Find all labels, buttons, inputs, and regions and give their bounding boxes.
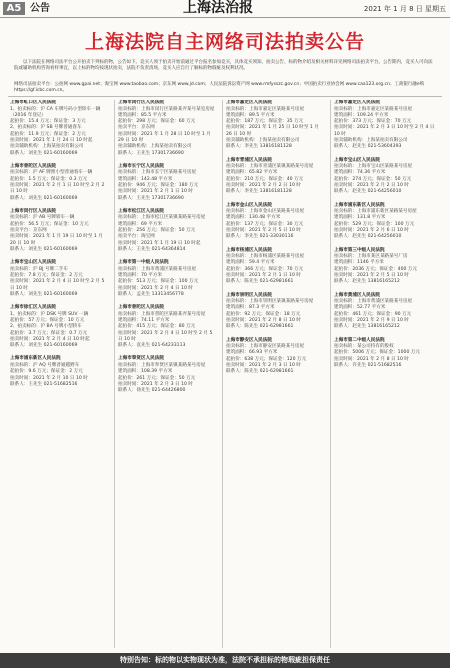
notice-line: 起拍价：946 万元；保证金：180 万元 [118, 182, 199, 188]
notice-line: 建筑面积：142.48 平方米 [118, 176, 173, 182]
notice-line: 联系人：王先生 17301736690 [118, 150, 184, 156]
notice-line: 拍卖时间：2021 年 2 月 3 日 10 时至 2 月 4 日 10 时 [334, 125, 435, 137]
notice-line: 拍卖时间：2021 年 2 月 3 日 10 时 [118, 381, 193, 387]
notice-court-title: 上海市宝山区人民法院 [334, 157, 380, 163]
notice-line: 拍卖标的：上海市金山区某路某号房屋 [226, 209, 305, 215]
notice-line: 联系人：李先生 021-33030116 [226, 234, 294, 240]
notice-line: 起拍价：187 万元；保证金：35 万元 [226, 119, 304, 125]
notice-line: 起拍价：57 万元；保证金：10 万元 [10, 317, 85, 323]
notice-court-title: 上海市青浦区人民法院 [226, 157, 272, 163]
notice-line: 拍卖标的：沪 AF 牌照小型普通客车一辆 [10, 170, 93, 176]
notice-line: 拍卖时间：2021 年 2 月 1 日 10 时至 2 月 2 日 10 时 [10, 182, 105, 195]
notice-court-title: 上海市静安区人民法院 [226, 337, 272, 343]
notice-line: 联系人：刘先生 021-60160069 [10, 291, 78, 297]
page-number-badge: A5 [3, 2, 25, 15]
notice-line: 起拍价：56.5 万元；保证金：10 万元 [10, 221, 89, 227]
notice-court-title: 上海市普陀区人民法院 [10, 163, 56, 169]
notice-line: 拍卖辅助机构：上海某拍卖有限公司 [226, 137, 300, 143]
notice-line: 建筑面积：87.3 平方米 [226, 305, 275, 311]
notice-line: 1、拍卖标的：沪 DSK 号牌 SUV 一辆 [10, 311, 89, 317]
notice-line: 拍卖时间：2021 年 2 月 1 日 10 时 [118, 189, 193, 195]
auction-notice [226, 248, 326, 286]
auction-notice [10, 209, 110, 253]
platform-contact-line: 网络司法拍卖平台：公拍网 www.gpai.net；淘宝网 www.taobao.com；京东网 www.jd.com；人民法院诉讼资产网 www.rmfysszc.gov.cn；中国拍卖行业协会网 www.caa123.org.cn；工商银行融e购 https://gf.icbc.com.cn。 [14, 82, 425, 94]
notice-line: 拍卖时间：2021 年 2 月 4 日 10 时起 [10, 336, 90, 342]
notice-line: 拍卖标的：上海市嘉定区某路某号房屋 [226, 106, 305, 112]
notice-line: 拍卖时间：2021 年 1 月 28 日 10 时至 1 月 29 日 10 时 [118, 131, 211, 143]
notice-court-title: 上海市崇明区人民法院 [226, 292, 272, 298]
notice-line: 联系人：徐先生 021-64426800 [118, 388, 186, 394]
notice-line: 拍卖标的：上海市闵行区某路某弄某号某室房屋 [118, 106, 215, 112]
notice-line: 拍卖辅助机构：上海某拍卖有限公司 [10, 144, 84, 150]
notice-court-title: 上海市第一中级人民法院 [118, 260, 169, 266]
notice-line: 拍卖时间：2021 年 2 月 2 日 10 时 [226, 182, 301, 188]
notice-line: 联系人：袁先生 021-64233113 [118, 343, 186, 349]
notice-column-2 [118, 100, 218, 648]
notice-line: 拍卖标的：沪 AQ 号牌普通越野车 [10, 362, 80, 368]
auction-notice [10, 100, 110, 157]
notice-line: 起拍价：261 万元；保证金：50 万元 [118, 375, 196, 381]
notice-court-title: 上海市徐汇区人民法院 [10, 305, 56, 311]
auction-notice [334, 293, 440, 331]
notice-line: 拍卖标的：上海市青浦区某镇某路某号房屋 [226, 164, 314, 170]
notice-court-title: 上海市金山区人民法院 [226, 202, 272, 208]
notice-line: 拍卖平台：京东网 [10, 227, 47, 233]
notice-court-title: 上海市第三中级人民法院 [334, 247, 385, 253]
notice-line: 起拍价：137 万元；保证金：30 万元 [226, 221, 304, 227]
notice-line: 起拍价：11.9 万元；保证金：2 万元 [10, 131, 86, 137]
notice-line: 2、拍卖标的：沪 SB 号牌普通客车 [10, 125, 82, 131]
notice-line: 拍卖时间：2021 年 1 月 19 日 10 时至 1 月 20 日 10 时 [10, 234, 103, 246]
notice-court-title: 上海市浦东新区人民法院 [10, 356, 61, 362]
notice-court-title: 上海市长宁区人民法院 [118, 163, 164, 169]
notice-line: 起拍价：3.7 万元；保证金：0.7 万元 [10, 330, 88, 336]
notice-court-title: 上海市嘉定区人民法院 [334, 100, 380, 105]
auction-notice [334, 203, 440, 241]
header-divider [8, 96, 442, 97]
notice-line: 拍卖时间：2021 年 2 月 5 日 10 时 [226, 227, 301, 233]
notice-line: 拍卖辅助机构：上海某拍卖有限公司 [334, 137, 408, 143]
notice-court-title: 上海市第二中级人民法院 [334, 337, 385, 343]
notice-line: 拍卖标的：沪 BJ 号牌二手车 [10, 266, 68, 272]
notice-line: 拍卖标的：上海市松江区某镇某路某号房屋 [118, 215, 206, 221]
notice-line: 拍卖标的：某公司持有的股权 [334, 344, 394, 350]
notice-line: 拍卖时间：2021 年 2 月 8 日 10 时 [226, 317, 301, 323]
auction-notice [118, 209, 218, 253]
auction-notice [10, 305, 110, 349]
notice-line: 2、拍卖标的：沪 BA 号牌小型轿车 [10, 324, 82, 330]
notice-line: 联系人：刘先生 021-60160069 [10, 195, 78, 201]
auction-notice [226, 293, 326, 331]
notice-line: 联系人：李先生 13816181128 [226, 189, 292, 195]
notice-line: 建筑面积：69 平方米 [118, 221, 163, 227]
notice-line: 建筑面积：66.93 平方米 [226, 350, 278, 356]
notice-line: 建筑面积：130.48 平方米 [226, 215, 281, 221]
notice-line: 拍卖标的：上海市黄浦区某路某号房屋 [334, 299, 413, 305]
notice-line: 建筑面积：89.5 平方米 [226, 112, 275, 118]
notice-court-title: 上海市闵行区人民法院 [10, 208, 56, 214]
notice-line: 拍卖时间：2021 年 2 月 8 日 10 时 [334, 356, 409, 362]
column-divider [114, 100, 115, 648]
notice-court-title: 上海市虹口区人民法院 [10, 100, 56, 105]
intro-paragraph: 以下法院在网络司法平台公开拍卖下列标的物，公告如下。竞买人须于拍卖开始前通过平台报名参加竞买，具体竞买须知、拍卖公告、标的物介绍及相关材料详见网络司法拍卖平台。公告期内，竞买人可向法院或辅助机构咨询看样事宜，以上标的物均按现状拍卖，法院不负责清场，竞买人应自行了解标的物瑕疵及权利状况。 [14, 60, 433, 72]
notice-court-title: 上海市宝山区人民法院 [10, 260, 56, 266]
notice-line: 拍卖时间：2021 年 1 月 25 日 10 时至 1 月 26 日 10 时 [226, 125, 319, 137]
newspaper-logo: 上海法治报 [183, 0, 253, 16]
notice-line: 起拍价：210 万元；保证金：40 万元 [226, 176, 304, 182]
notice-line: 联系人：王先生 021-64364814 [118, 246, 186, 252]
auction-notice [226, 158, 326, 196]
notice-line: 建筑面积：131.8 平方米 [334, 215, 386, 221]
notice-line: 拍卖时间：2021 年 2 月 1 日 10 时 [226, 272, 301, 278]
notice-line: 起拍价：15.4 万元；保证金：3 万元 [10, 119, 86, 125]
notice-court-title: 上海市嘉定区人民法院 [226, 100, 272, 105]
notice-line: 拍卖时间：2021 年 2 月 3 日 10 时 [226, 362, 301, 368]
notice-line: 起拍价：529 万元；保证金：100 万元 [334, 221, 415, 227]
notice-line: 起拍价：9.6 万元；保证金：2 万元 [10, 369, 83, 375]
notice-line: 起拍价：298 万元；保证金：60 万元 [118, 119, 196, 125]
notice-line: 拍卖标的：上海市静安区某路某号房屋 [226, 344, 305, 350]
notice-line: 联系人：王先生 17301736690 [118, 195, 184, 201]
auction-notice [226, 100, 326, 151]
notice-line: 联系人：许先生 021-51682516 [334, 362, 402, 368]
footer-notice: 特别告知：标的物以实物现状为准，法院不承担标的物瑕疵担保责任 [120, 656, 330, 664]
notice-line: 联系人：刘先生 021-60160069 [10, 150, 78, 156]
notice-line: 起拍价：366 万元；保证金：70 万元 [226, 266, 304, 272]
notice-line: 拍卖标的：上海市崇明区某镇某路某号房屋 [226, 299, 314, 305]
notice-line: 起拍价：256 万元；保证金：50 万元 [118, 227, 196, 233]
notice-line: 联系人：赵先生 021-64256010 [334, 234, 402, 240]
auction-notice [118, 305, 218, 349]
notice-line: 联系人：孟先生 13313456778 [118, 291, 184, 297]
notice-line: 拍卖标的：上海市宝山区某路某号房屋 [334, 164, 413, 170]
notice-court-title: 上海市奉贤区人民法院 [118, 356, 164, 362]
notice-line: 建筑面积：70 平方米 [118, 272, 163, 278]
issue-date: 2021 年 1 月 8 日 星期五 [363, 5, 446, 13]
notice-line: 起拍价：461 万元；保证金：90 万元 [334, 311, 412, 317]
auction-notice [10, 260, 110, 298]
notice-line: 起拍价：373 万元；保证金：70 万元 [334, 119, 412, 125]
notice-line: 联系人：李先生 13816181128 [226, 144, 292, 150]
auction-notice [334, 338, 440, 370]
notice-line: 拍卖时间：2021 年 2 月 4 日 10 时 [118, 285, 193, 291]
notice-line: 起拍价：513 万元；保证金：100 万元 [118, 279, 199, 285]
notice-line: 起拍价：92 万元；保证金：18 万元 [226, 311, 301, 317]
auction-notice [118, 164, 218, 202]
notice-line: 拍卖辅助机构：上海某拍卖有限公司 [118, 144, 192, 150]
notice-line: 建筑面积：1146 平方米 [334, 260, 384, 266]
notice-line: 拍卖时间：2021 年 1 月 19 日 10 时起 [118, 240, 201, 246]
notice-line: 拍卖时间：2021 年 2 月 10 日 10 时 [10, 375, 88, 381]
notice-line: 拍卖标的：上海市黄浦区某路某号房屋 [118, 266, 197, 272]
notice-line: 拍卖标的：沪 AB 号牌轿车一辆 [10, 215, 75, 221]
auction-notice [10, 164, 110, 202]
notice-line: 拍卖标的：上海市某区某路某号厂房 [334, 254, 408, 260]
notice-line: 起拍价：5006 万元；保证金：1000 万元 [334, 350, 421, 356]
notice-line: 起拍价：415 万元；保证金：80 万元 [118, 324, 196, 330]
notice-line: 联系人：赵先生 021-64256010 [334, 189, 402, 195]
notice-line: 联系人：王先生 021-51682516 [10, 381, 78, 387]
notice-line: 联系人：陈先生 021-62981661 [226, 279, 294, 285]
notice-line: 拍卖标的：上海市浦东新区某路某号房屋 [334, 209, 417, 215]
column-divider [222, 100, 223, 648]
auction-notice [334, 158, 440, 196]
notice-line: 拍卖时间：2021 年 2 月 5 日 10 时 [334, 272, 409, 278]
footer-bar [0, 653, 450, 668]
notice-column-4 [334, 100, 440, 648]
notice-line: 起拍价：2036 万元；保证金：400 万元 [334, 266, 418, 272]
notice-line: 拍卖时间：2021 年 2 月 9 日 10 时 [334, 317, 409, 323]
notice-line: 联系人：刘先生 021-60160069 [10, 246, 78, 252]
notice-line: 1、拍卖标的：沪 CA 车牌号码小型轿车一辆（2016 年登记） [10, 106, 101, 118]
notice-line: 拍卖平台：淘宝网 [118, 234, 155, 240]
notice-line: 联系人：陈先生 021-62981661 [226, 324, 294, 330]
notice-court-title: 上海市黄浦区人民法院 [334, 292, 380, 298]
auction-notice [10, 356, 110, 388]
notice-line: 起拍价：274 万元；保证金：50 万元 [334, 176, 412, 182]
notice-court-title: 上海市普陀区人民法院 [118, 305, 164, 311]
notice-line: 建筑面积：74.11 平方米 [118, 317, 170, 323]
notice-line: 拍卖平台：京东网 [118, 125, 155, 131]
notice-line: 建筑面积：74.36 平方米 [334, 170, 386, 176]
notice-line: 建筑面积：52.77 平方米 [334, 305, 386, 311]
masthead [0, 0, 450, 18]
notice-court-title: 上海市闵行区人民法院 [118, 100, 164, 105]
notice-line: 拍卖时间：2021 年 2 月 2 日 10 时 [334, 182, 409, 188]
notice-line: 建筑面积：85.5 平方米 [118, 112, 167, 118]
notice-line: 联系人：刘先生 021-60160069 [10, 343, 78, 349]
auction-notice [226, 203, 326, 241]
notice-column-3 [226, 100, 326, 648]
notice-line: 联系人：赵先生 021-53604393 [334, 144, 402, 150]
auction-notice [118, 356, 218, 394]
notice-court-title: 上海市松江区人民法院 [118, 208, 164, 214]
notice-line: 拍卖标的：上海市普陀区某路某弄某号房屋 [118, 311, 206, 317]
notice-line: 建筑面积：108.39 平方米 [118, 369, 173, 375]
notice-line: 拍卖时间：2021 年 2 月 6 日 10 时 [334, 227, 409, 233]
notice-line: 拍卖时间：2021 年 2 月 4 日 10 时至 2 月 5 日 10 时 [118, 330, 213, 342]
notice-line: 建筑面积：109.24 平方米 [334, 112, 389, 118]
notice-court-title: 上海市浦东新区人民法院 [334, 202, 385, 208]
auction-notice [118, 100, 218, 157]
notice-line: 起拍价：1.5 万元；保证金：0.3 万元 [10, 176, 88, 182]
notice-line: 拍卖标的：上海市嘉定区某路某号房屋 [334, 106, 413, 112]
notice-line: 联系人：赵先生 13816165212 [334, 324, 400, 330]
auction-notice [334, 248, 440, 286]
auction-notice [226, 338, 326, 376]
notice-column-1 [10, 100, 110, 648]
notice-line: 拍卖标的：上海市奉贤区某镇某路某号房屋 [118, 362, 206, 368]
notice-line: 建筑面积：65.82 平方米 [226, 170, 278, 176]
notice-line: 拍卖标的：上海市长宁区某路某号房屋 [118, 170, 197, 176]
page-title: 上海法院自主网络司法拍卖公告 [84, 31, 365, 53]
notice-line: 拍卖标的：上海市杨浦区某路某号房屋 [226, 254, 305, 260]
section-label: 公告 [30, 3, 50, 14]
notice-line: 联系人：赵先生 13816165212 [334, 279, 400, 285]
notice-line: 拍卖时间：2021 年 2 月 4 日 10 时至 2 月 5 日 10 时 [10, 279, 105, 291]
auction-notice [118, 260, 218, 298]
notice-line: 起拍价：638 万元；保证金：120 万元 [226, 356, 307, 362]
column-divider [330, 100, 331, 648]
notice-line: 拍卖时间：2021 年 1 月 24 日 10 时起 [10, 137, 93, 143]
notice-line: 联系人：陈先生 021-62981661 [226, 369, 294, 375]
notice-court-title: 上海市杨浦区人民法院 [226, 247, 272, 253]
auction-notice [334, 100, 440, 151]
notice-line: 起拍价：7.8 万元；保证金：2 万元 [10, 272, 83, 278]
notice-line: 建筑面积：59.4 平方米 [226, 260, 275, 266]
